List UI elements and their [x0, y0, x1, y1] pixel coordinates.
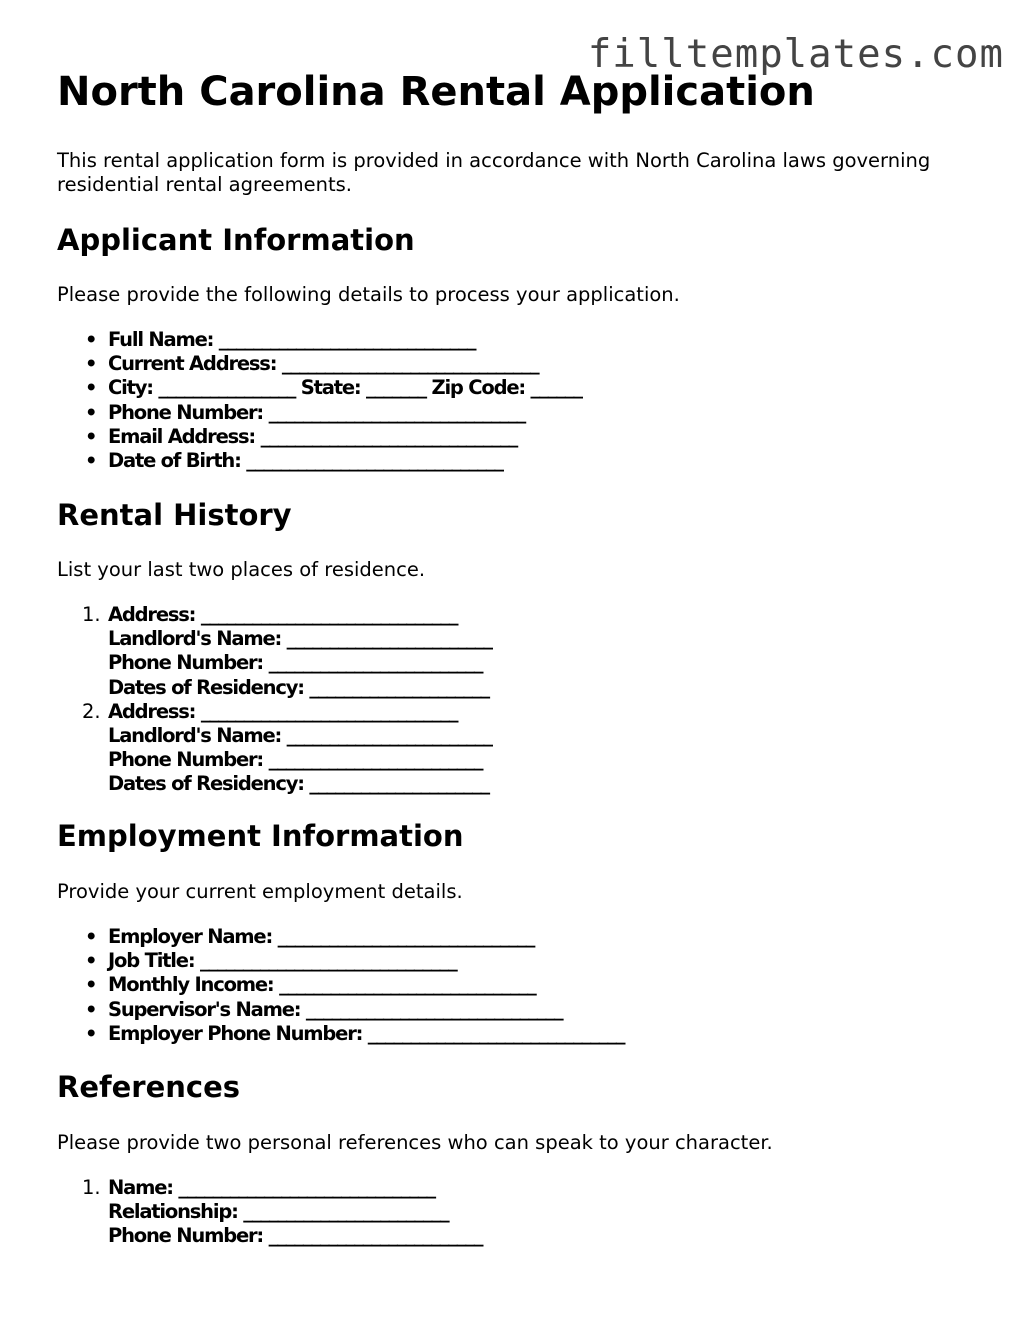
section-heading-references: References — [57, 1070, 241, 1104]
watermark: filltemplates.com — [587, 32, 1004, 77]
residence-entry — [57, 700, 492, 797]
section-heading-rental-history: Rental History — [57, 498, 292, 532]
landlord-phone-field[interactable]: Phone Number: _________________________ — [108, 651, 483, 675]
section-heading-applicant: Applicant Information — [57, 223, 415, 257]
residency-dates-field[interactable]: Dates of Residency: _____________________ — [108, 675, 489, 699]
reference-relationship-field[interactable]: Relationship: ________________________ — [108, 1200, 449, 1224]
reference-phone-field[interactable]: Phone Number: _________________________ — [108, 1224, 483, 1248]
reference-entry — [57, 1176, 482, 1249]
current-address-field[interactable]: • Current Address: ______________________________ — [57, 352, 582, 376]
rental-history-list — [57, 603, 492, 797]
employment-field-list — [57, 925, 624, 1046]
references-list — [57, 1176, 482, 1249]
job-title-field[interactable]: • Job Title: ______________________________ — [57, 949, 624, 973]
landlord-phone-field[interactable]: Phone Number: _________________________ — [108, 748, 483, 772]
landlord-name-field[interactable]: Landlord's Name: ________________________ — [108, 627, 492, 651]
intro-paragraph: This rental application form is provided in accordance with North Carolina laws governing residential rental agreements. — [57, 149, 931, 196]
email-address-field[interactable]: • Email Address: ______________________________ — [57, 425, 582, 449]
applicant-description: Please provide the following details to process your application. — [57, 283, 680, 306]
section-heading-employment: Employment Information — [57, 819, 464, 853]
full-name-field[interactable]: • Full Name: ______________________________ — [57, 328, 582, 352]
reference-name-field[interactable]: Name: ______________________________ — [108, 1176, 435, 1199]
page-title: North Carolina Rental Application — [57, 69, 815, 115]
references-description: Please provide two personal references who can speak to your character. — [57, 1131, 773, 1154]
residence-address-field[interactable]: Address: ______________________________ — [108, 603, 458, 626]
list-number: 1. — [82, 603, 101, 626]
supervisor-name-field[interactable]: • Supervisor's Name: ______________________________ — [57, 998, 624, 1022]
residency-dates-field[interactable]: Dates of Residency: _____________________ — [108, 772, 489, 796]
employer-phone-field[interactable]: • Employer Phone Number: ______________________________ — [57, 1022, 624, 1046]
date-of-birth-field[interactable]: • Date of Birth: ______________________________ — [57, 449, 582, 473]
phone-number-field[interactable]: • Phone Number: ______________________________ — [57, 401, 582, 425]
residence-entry — [57, 603, 492, 700]
residence-address-field[interactable]: Address: ______________________________ — [108, 699, 458, 723]
employer-name-field[interactable]: • Employer Name: ______________________________ — [57, 925, 624, 949]
list-number: 1. — [82, 1176, 101, 1199]
monthly-income-field[interactable]: • Monthly Income: ______________________________ — [57, 973, 624, 997]
applicant-field-list — [57, 328, 582, 473]
landlord-name-field[interactable]: Landlord's Name: ________________________ — [108, 724, 492, 748]
rental-history-description: List your last two places of residence. — [57, 558, 426, 581]
city-state-zip-field[interactable]: • City: ________________ State: _______ Zip Code: ______ — [57, 376, 582, 400]
employment-description: Provide your current employment details. — [57, 880, 463, 903]
list-number: 2. — [82, 699, 101, 723]
